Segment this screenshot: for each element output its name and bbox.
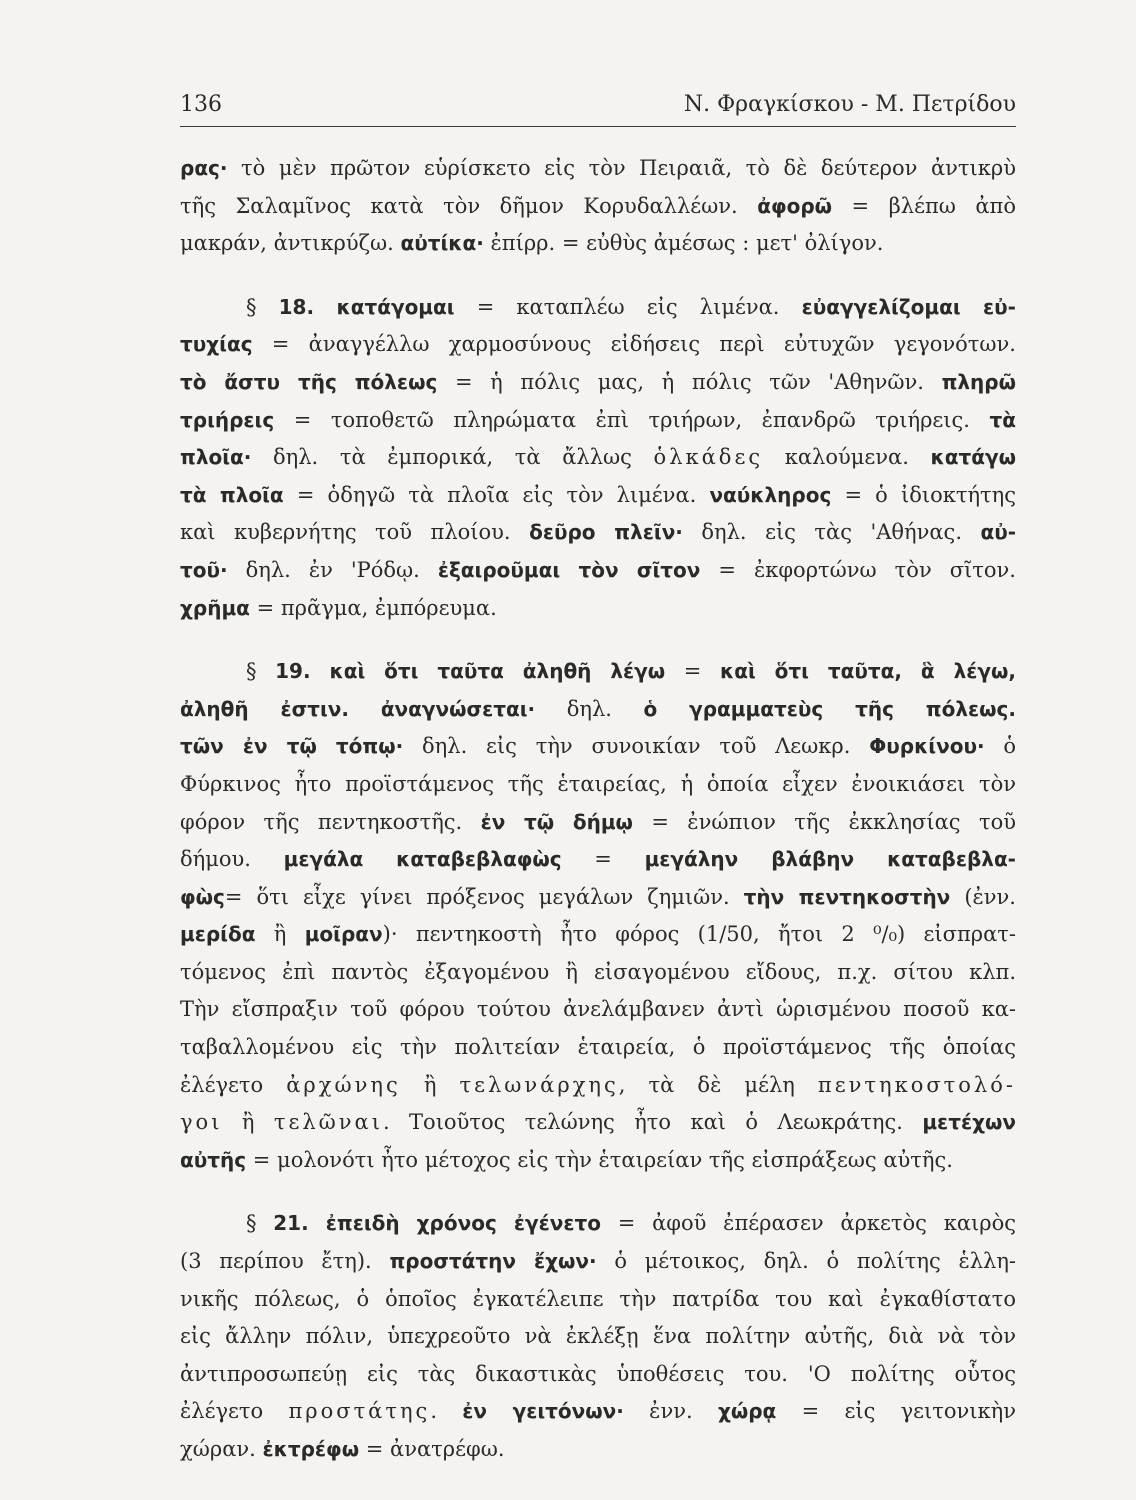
gloss-text: δηλ. ἐν 'Ρόδῳ. [227, 557, 438, 582]
paragraph-section-19 [180, 653, 1016, 1179]
gloss-text: ἢ [255, 922, 305, 947]
text-line [180, 1029, 1016, 1067]
lemma-term: αὐτῆς [180, 1147, 247, 1172]
lemma-term: πλοῖα· [180, 445, 252, 470]
gloss-text: § [246, 659, 276, 684]
gloss-text: καὶ κυβερνήτης τοῦ πλοίου. [180, 520, 530, 545]
lemma-term: προστάτην ἔχων· [389, 1249, 597, 1274]
text-line [180, 1243, 1016, 1281]
gloss-text: χώραν. [180, 1437, 263, 1461]
gloss-text: = τοποθετῶ πληρώματα ἐπὶ τριήρων, ἐπανδρῶ τριήρεις. [274, 407, 990, 432]
lemma-term: χώρᾳ [717, 1399, 777, 1424]
gloss-text: . Τοιοῦτος τελώνης ἦτο καὶ ὁ Λεωκράτης. [382, 1110, 923, 1135]
lemma-term: τριήρεις [180, 407, 275, 432]
lemma-term: τὰ [989, 407, 1016, 432]
spaced-term: γοι [180, 1110, 223, 1135]
text-line [180, 691, 1016, 729]
spaced-term: ἀρχώνης [286, 1072, 401, 1097]
lemma-term: κατάγω [930, 445, 1016, 470]
text-line [180, 364, 1016, 402]
gloss-text: = ἐκφορτώνω τὸν σῖτον. [700, 557, 1016, 582]
text-line [180, 653, 1016, 691]
text-line [180, 188, 1016, 226]
lemma-term: πληρῶ [941, 369, 1016, 394]
page-header [180, 92, 1016, 127]
lemma-term: ἐν τῷ δήμῳ [480, 809, 633, 834]
lemma-term: τὰ πλοῖα [180, 482, 284, 507]
text-line [180, 804, 1016, 842]
gloss-text: ὁ [984, 734, 1016, 759]
text-line [180, 879, 1016, 917]
lemma-term: 19. καὶ ὅτι ταῦτα ἀληθῆ λέγω [275, 659, 666, 684]
gloss-text: καλούμενα. [763, 445, 931, 470]
gloss-text: ταβαλλομένου εἰς τὴν πολιτείαν ἑταιρεία, ὁ προϊστάμενος τῆς ὁποίας [180, 1035, 1016, 1060]
running-head: Ν. Φραγκίσκου - Μ. Πετρίδου [683, 92, 1016, 117]
text-line [180, 1142, 1016, 1180]
lemma-term: μεγάλα καταβεβλαφὼς [283, 847, 562, 872]
spaced-term: τελῶναι [273, 1110, 383, 1135]
lemma-term: 21. ἐπειδὴ χρόνος ἐγένετο [273, 1211, 602, 1236]
lemma-term: φὼς [180, 884, 225, 909]
lemma-term: μερίδα [180, 922, 256, 947]
text-line [180, 514, 1016, 552]
gloss-text: νικῆς πόλεως, ὁ ὁποῖος ἐγκατέλειπε τὴν πατρίδα του καὶ ἐγκαθίστατο [180, 1286, 1016, 1311]
text-line [180, 402, 1016, 440]
gloss-text: = [561, 847, 645, 872]
gloss-text: = ὁδηγῶ τὰ πλοῖα εἰς τὸν λιμένα. [283, 482, 710, 507]
gloss-text: δηλ. [535, 696, 644, 721]
gloss-text: τόμενος ἐπὶ παντὸς ἐξαγομένου ἢ εἰσαγομένου εἴδους, π.χ. σίτου κλπ. [180, 959, 1016, 984]
lemma-term: ἐξαιροῦμαι τὸν σῖτον [437, 557, 701, 582]
gloss-text: ὁ μέτοικος, δηλ. ὁ πολίτης ἑλλη- [596, 1249, 1017, 1274]
gloss-text: ἐλέγετο [180, 1399, 289, 1424]
gloss-text: τῆς Σαλαμῖνος κατὰ τὸν δῆμον Κορυδαλλέων. [180, 193, 758, 218]
lemma-term: ναύκληρος [709, 482, 832, 507]
lemma-term: δεῦρο πλεῖν· [529, 520, 683, 545]
lemma-term: αὐτίκα· [400, 231, 484, 256]
gloss-text: § [246, 294, 279, 319]
spaced-term: προστάτης [288, 1399, 431, 1424]
gloss-text: , τὰ δὲ μέλη [618, 1072, 818, 1097]
gloss-text: = ἀνατρέφω. [359, 1437, 505, 1461]
lemma-term: ἀληθῆ ἐστιν. ἀναγνώσεται· [180, 696, 536, 721]
text-line [180, 225, 1016, 263]
gloss-text: ἢ [400, 1072, 460, 1097]
gloss-text: § [246, 1211, 274, 1236]
gloss-text: δηλ. εἰς τὰς 'Αθήνας. [682, 520, 981, 545]
lemma-term: εὐαγγελίζομαι εὐ- [801, 294, 1016, 319]
paragraph-section-21 [180, 1205, 1016, 1468]
gloss-text: ἢ [222, 1110, 274, 1135]
lemma-term: 18. κατάγομαι [278, 294, 455, 319]
text-line [180, 326, 1016, 364]
text-line [180, 1356, 1016, 1394]
text-line [180, 1281, 1016, 1319]
gloss-text: ἐνν. [623, 1399, 718, 1424]
text-line [180, 1205, 1016, 1243]
lemma-term: τοῦ· [180, 557, 228, 582]
gloss-text: )· πεντηκοστὴ ἦτο φόρος (1/50, ἤτοι 2 ⁰/₀) εἰσπρατ- [382, 922, 1017, 947]
spaced-term: πεντηκοστολό- [817, 1072, 1016, 1097]
gloss-text: δήμου. [180, 847, 284, 872]
text-line [180, 766, 1016, 804]
gloss-text: ἀντιπροσωπεύῃ εἰς τὰς δικαστικὰς ὑποθέσεις του. 'Ο πολίτης οὗτος [180, 1361, 1016, 1386]
text-line [180, 289, 1016, 327]
gloss-text: ἐλέγετο [180, 1072, 287, 1097]
text-line [180, 1393, 1016, 1431]
lemma-term: καὶ ὅτι ταῦτα, ἃ λέγω, [720, 659, 1016, 684]
text-line [180, 590, 1016, 628]
lemma-term: τὸ ἄστυ τῆς πόλεως [180, 369, 438, 394]
gloss-text: = ἀναγγέλλω χαρμοσύνους εἰδήσεις περὶ εὐτυχῶν γεγονότων. [252, 332, 1016, 357]
lemma-term: Φυρκίνου· [869, 734, 985, 759]
gloss-text: = ἀφοῦ ἐπέρασεν ἀρκετὸς καιρὸς [601, 1211, 1016, 1236]
lemma-term: ρας· [180, 156, 228, 180]
lemma-term: μετέχων [922, 1110, 1016, 1135]
lemma-term: αὐ- [980, 520, 1017, 545]
text-line [180, 1318, 1016, 1356]
gloss-text: = [665, 659, 721, 684]
text-line [180, 552, 1016, 590]
gloss-text: (3 περίπου ἔτη). [180, 1249, 390, 1274]
gloss-text: = πρᾶγμα, ἐμπόρευμα. [249, 595, 497, 620]
gloss-text: φόρον τῆς πεντηκοστῆς. [180, 809, 481, 834]
lemma-term: ἀφορῶ [757, 193, 833, 218]
text-line [180, 841, 1016, 879]
lemma-term: ὁ γραμματεὺς τῆς πόλεως. [643, 696, 1016, 721]
gloss-text: εἰς ἄλλην πόλιν, ὑπεχρεοῦτο νὰ ἐκλέξῃ ἕνα πολίτην αὐτῆς, διὰ νὰ τὸν [180, 1324, 1016, 1349]
gloss-text: Τὴν εἴσπραξιν τοῦ φόρου τούτου ἀνελάμβανεν ἀντὶ ὡρισμένου ποσοῦ κα- [180, 997, 1016, 1022]
paragraph-section-18 [180, 289, 1016, 627]
gloss-text: (ἐνν. [950, 884, 1016, 909]
gloss-text: = βλέπω ἀπὸ [832, 193, 1016, 218]
lemma-term: ἐν γειτόνων· [462, 1399, 624, 1424]
gloss-text: = καταπλέω εἰς λιμένα. [454, 294, 802, 319]
gloss-text: μακράν, ἀντικρύζω. [180, 231, 401, 256]
paragraph-continuation [180, 150, 1016, 263]
spaced-term: ὁλκάδες [653, 445, 764, 470]
gloss-text: = εἰς γειτονικὴν [776, 1399, 1017, 1424]
text-line [180, 1431, 1016, 1469]
gloss-text: δηλ. εἰς τὴν συνοικίαν τοῦ Λεωκρ. [403, 734, 870, 759]
lemma-term: μεγάλην βλάβην καταβεβλα- [644, 847, 1016, 872]
commentary-body [180, 150, 1016, 1469]
text-line [180, 477, 1016, 515]
text-line [180, 954, 1016, 992]
text-line [180, 150, 1016, 188]
lemma-term: μοῖραν [304, 922, 383, 947]
text-line [180, 439, 1016, 477]
lemma-term: τυχίας [180, 332, 253, 357]
text-line [180, 728, 1016, 766]
text-line [180, 916, 1016, 954]
gloss-text: = ἡ πόλις μας, ἡ πόλις τῶν 'Αθηνῶν. [437, 369, 942, 394]
spaced-term: τελωνάρχης [459, 1072, 619, 1097]
gloss-text: = μολονότι ἦτο μέτοχος εἰς τὴν ἑταιρείαν τῆς εἰσπράξεως αὐτῆς. [246, 1147, 953, 1172]
gloss-text: Φύρκινος ἦτο προϊστάμενος τῆς ἑταιρείας, ἡ ὁποία εἶχεν ἐνοικιάσει τὸν [180, 771, 1016, 796]
lemma-term: χρῆμα [180, 595, 250, 620]
lemma-term: τὴν πεντηκοστὴν [743, 884, 951, 909]
page-number: 136 [180, 92, 222, 117]
gloss-text: = ὅτι εἶχε γίνει πρόξενος μεγάλων ζημιῶν. [224, 884, 744, 909]
gloss-text: τὸ μὲν πρῶτον εὑρίσκετο εἰς τὸν Πειραιᾶ, τὸ δὲ δεύτερον ἀντικρὺ [227, 156, 1016, 180]
text-line [180, 1104, 1016, 1142]
gloss-text: . [430, 1399, 463, 1424]
gloss-text: = ἐνώπιον τῆς ἐκκλησίας τοῦ [632, 809, 1016, 834]
gloss-text: δηλ. τὰ ἐμπορικά, τὰ ἄλλως [251, 445, 654, 470]
gloss-text: ἐπίρρ. = εὐθὺς ἀμέσως : μετ' ὀλίγον. [483, 231, 884, 256]
lemma-term: ἐκτρέφω [262, 1437, 360, 1461]
text-line [180, 1067, 1016, 1105]
gloss-text: = ὁ ἰδιοκτήτης [831, 482, 1016, 507]
lemma-term: τῶν ἐν τῷ τόπῳ· [180, 734, 404, 759]
text-line [180, 991, 1016, 1029]
